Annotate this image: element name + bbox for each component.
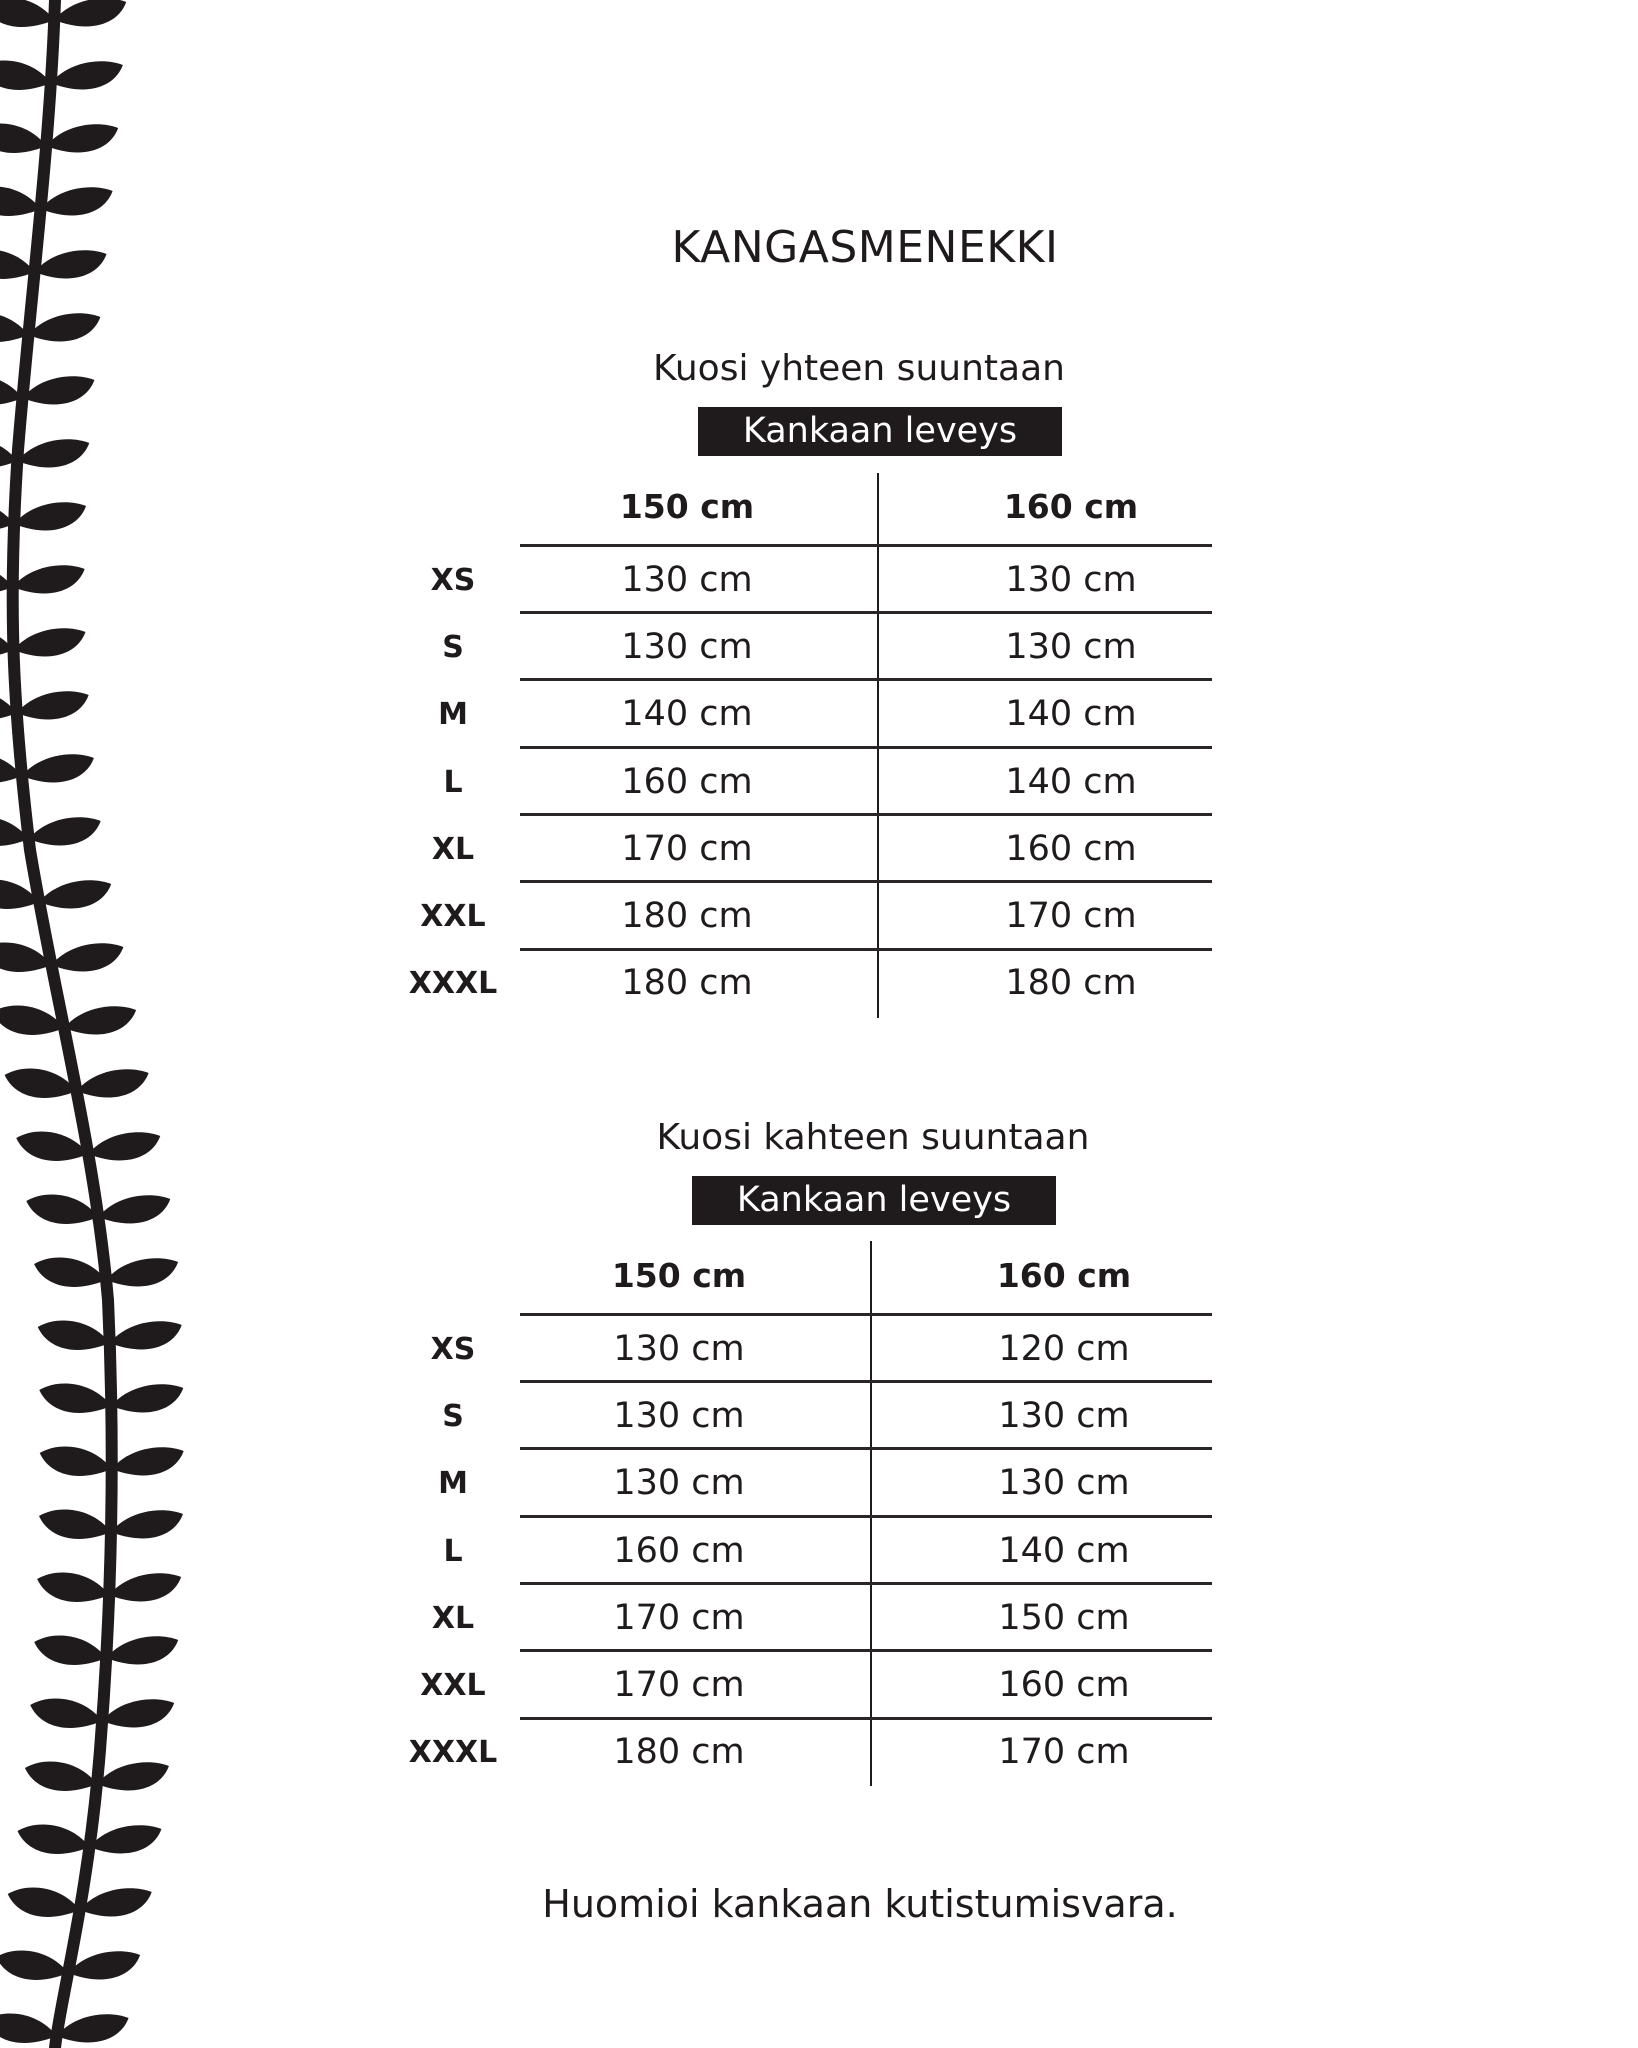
cell-150: 130 cm xyxy=(613,1396,745,1436)
size-label: XXXL xyxy=(408,966,498,1001)
cell-150: 160 cm xyxy=(613,1531,745,1571)
size-label: XS xyxy=(430,563,476,598)
row-divider xyxy=(520,611,1212,614)
section-title: Kuosi kahteen suuntaan xyxy=(656,1117,1090,1158)
size-label: XXXL xyxy=(408,1735,498,1770)
row-divider xyxy=(520,1447,1212,1450)
cell-160: 130 cm xyxy=(998,1396,1130,1436)
size-label: M xyxy=(438,1466,468,1501)
row-divider xyxy=(520,1313,1212,1316)
column-header-150: 150 cm xyxy=(619,487,755,526)
cell-160: 180 cm xyxy=(1005,963,1137,1003)
row-divider xyxy=(520,880,1212,883)
cell-150: 160 cm xyxy=(621,762,753,802)
row-divider xyxy=(520,813,1212,816)
cell-150: 180 cm xyxy=(621,963,753,1003)
section-title: Kuosi yhteen suuntaan xyxy=(653,348,1065,389)
row-divider xyxy=(520,1515,1212,1518)
page-title: KANGASMENEKKI xyxy=(671,222,1059,273)
cell-150: 170 cm xyxy=(621,829,753,869)
row-divider xyxy=(520,948,1212,951)
cell-160: 120 cm xyxy=(998,1329,1130,1369)
size-label: XL xyxy=(431,1601,475,1636)
column-divider xyxy=(870,1241,872,1786)
size-label: S xyxy=(442,1399,464,1434)
cell-150: 180 cm xyxy=(621,896,753,936)
cell-160: 170 cm xyxy=(998,1732,1130,1772)
size-label: M xyxy=(438,697,468,732)
size-label: XXL xyxy=(420,1668,486,1703)
shrinkage-note: Huomioi kankaan kutistumisvara. xyxy=(542,1882,1178,1926)
cell-150: 140 cm xyxy=(621,694,753,734)
cell-160: 150 cm xyxy=(998,1598,1130,1638)
cell-150: 180 cm xyxy=(613,1732,745,1772)
row-divider xyxy=(520,1649,1212,1652)
cell-160: 160 cm xyxy=(998,1665,1130,1705)
cell-150: 170 cm xyxy=(613,1598,745,1638)
cell-160: 140 cm xyxy=(1005,694,1137,734)
row-divider xyxy=(520,746,1212,749)
column-header-160: 160 cm xyxy=(996,1256,1132,1295)
row-divider xyxy=(520,678,1212,681)
size-label: L xyxy=(443,765,463,800)
cell-160: 140 cm xyxy=(998,1531,1130,1571)
cell-160: 130 cm xyxy=(998,1463,1130,1503)
cell-150: 130 cm xyxy=(613,1463,745,1503)
row-divider xyxy=(520,1717,1212,1720)
cell-160: 130 cm xyxy=(1005,560,1137,600)
row-divider xyxy=(520,1380,1212,1383)
row-divider xyxy=(520,544,1212,547)
cell-150: 170 cm xyxy=(613,1665,745,1705)
fabric-width-badge: Kankaan leveys xyxy=(698,407,1062,456)
size-label: S xyxy=(442,630,464,665)
column-header-160: 160 cm xyxy=(1003,487,1139,526)
cell-150: 130 cm xyxy=(621,627,753,667)
cell-160: 130 cm xyxy=(1005,627,1137,667)
size-label: XXL xyxy=(420,899,486,934)
fabric-width-badge: Kankaan leveys xyxy=(692,1176,1056,1225)
cell-160: 160 cm xyxy=(1005,829,1137,869)
size-label: XS xyxy=(430,1332,476,1367)
cell-150: 130 cm xyxy=(621,560,753,600)
row-divider xyxy=(520,1582,1212,1585)
cell-150: 130 cm xyxy=(613,1329,745,1369)
cell-160: 140 cm xyxy=(1005,762,1137,802)
size-label: L xyxy=(443,1534,463,1569)
size-label: XL xyxy=(431,832,475,867)
column-header-150: 150 cm xyxy=(611,1256,747,1295)
cell-160: 170 cm xyxy=(1005,896,1137,936)
vine-leaf-decoration-icon xyxy=(0,0,200,2048)
